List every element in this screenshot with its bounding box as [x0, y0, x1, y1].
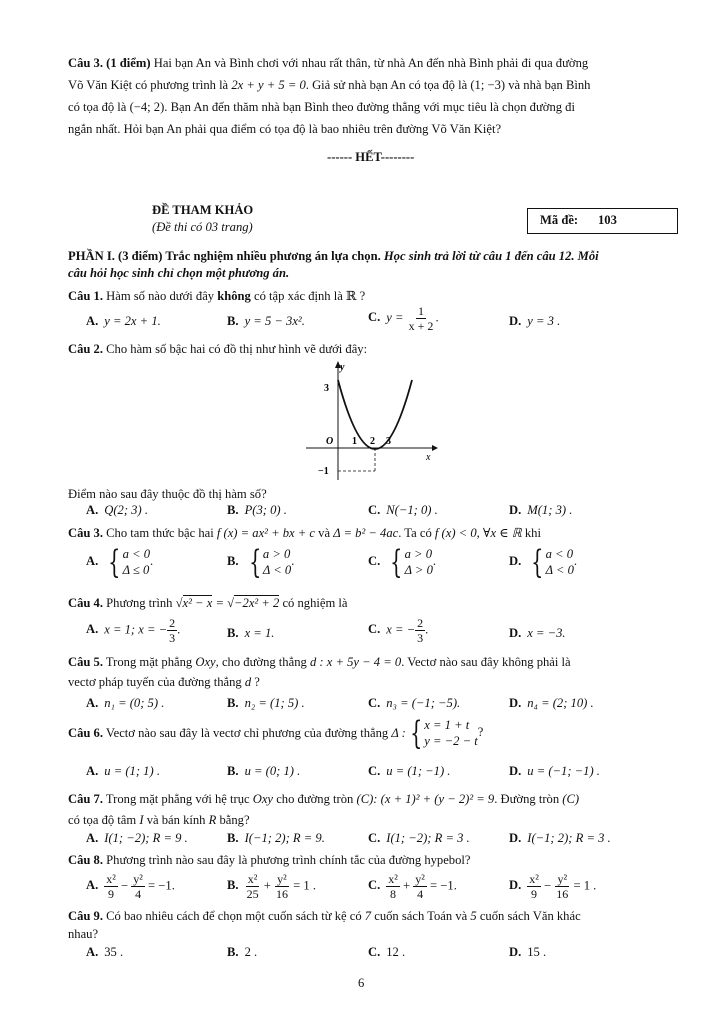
- q6-option-a[interactable]: A. u = (1; 1) .: [86, 764, 160, 778]
- page-number: 6: [358, 976, 365, 990]
- q5-option-c[interactable]: C. n₃ = (−1; −5).: [368, 696, 461, 710]
- q6-option-b[interactable]: B. u = (0; 1) .: [227, 764, 301, 778]
- q4-stem: Câu 4. Phương trình √x² − x = √−2x² + 2 có nghiệm là: [68, 596, 348, 610]
- q4-option-b[interactable]: B. x = 1.: [227, 626, 275, 640]
- q1-option-d[interactable]: D. y = 3 .: [509, 314, 561, 328]
- q4-option-c[interactable]: C. x = − $\frac{2}{3}$ .: [368, 616, 429, 645]
- q7-stem: Câu 7. Trong mặt phẳng với hệ trục Oxy cho đường tròn (C): (x + 1)² + (y − 2)² = 9. Đường tròn (C) có tọa độ tâm I và bán kính R bằng?: [68, 792, 580, 827]
- q6-option-d[interactable]: D. u = (−1; −1) .: [509, 764, 600, 778]
- q5-option-a[interactable]: A. n₁ = (0; 5) .: [86, 696, 165, 710]
- y-axis-label: y: [340, 362, 345, 373]
- q8-stem: Câu 8. Phương trình nào sau đây là phương trình chính tắc của đường hypebol?: [68, 853, 471, 867]
- tick-y-minus1: −1: [318, 466, 329, 477]
- q5-stem: Câu 5. Trong mặt phẳng Oxy, cho đường thẳng d : x + 5y − 4 = 0. Vectơ nào sau đây không phải là vectơ pháp tuyến của đường thẳng d ?: [68, 655, 571, 689]
- q8-option-b[interactable]: B. $\frac{\text{x²}}{25}$ + $\frac{\text{y²}}{16}$ = 1 .: [227, 872, 316, 901]
- q5-option-b[interactable]: B. n₂ = (1; 5) .: [227, 696, 305, 710]
- q7-option-d[interactable]: D. I(−1; 2); R = 3 .: [509, 831, 611, 845]
- q9-option-a[interactable]: A. 35 .: [86, 945, 124, 959]
- exam-title: ĐỀ THAM KHẢO: [152, 203, 254, 217]
- q3-option-b[interactable]: B. { a > 0 Δ < 0 .: [227, 543, 295, 581]
- q2-option-a[interactable]: A. Q(2; 3) .: [86, 503, 148, 517]
- q7-option-b[interactable]: B. I(−1; 2); R = 9.: [227, 831, 325, 845]
- q8-option-c[interactable]: C. $\frac{\text{x²}}{8}$ + $\frac{\text{y²}}{4}$ = −1.: [368, 872, 457, 901]
- q8-option-a[interactable]: A. $\frac{\text{x²}}{9}$ − $\frac{\text{y²}}{4}$ = −1.: [86, 872, 175, 901]
- q3-option-c[interactable]: C. { a > 0 Δ > 0 .: [368, 543, 437, 581]
- q4-option-d[interactable]: D. x = −3.: [509, 626, 566, 640]
- q6-option-c[interactable]: C. u = (1; −1) .: [368, 764, 451, 778]
- q3-option-d[interactable]: D. { a < 0 Δ < 0 .: [509, 543, 578, 581]
- tick-y3: 3: [324, 383, 329, 394]
- q3-option-a[interactable]: A. { a < 0 Δ ≤ 0 .: [86, 543, 154, 581]
- q9-option-d[interactable]: D. 15 .: [509, 945, 547, 959]
- exam-code-value: 103: [598, 213, 617, 227]
- exam-subtitle: (Đề thi có 03 trang): [152, 220, 253, 234]
- q5-option-d[interactable]: D. n₄ = (2; 10) .: [509, 696, 594, 710]
- q1-stem: Câu 1. Hàm số nào dưới đây không có tập xác định là ℝ ?: [68, 289, 366, 303]
- q9-option-b[interactable]: B. 2 .: [227, 945, 258, 959]
- q2-question: Điểm nào sau đây thuộc đồ thị hàm số?: [68, 487, 267, 501]
- q3-top-paragraph: Câu 3. (1 điểm) Hai bạn An và Bình chơi với nhau rất thân, từ nhà An đến nhà Bình phải đi qua đường Võ Văn Kiệt có phương trình là 2x + y + 5 = 0. Giả sử nhà bạn An có tọa độ là (1; −3) và nhà bạn Bình có tọa độ là (−4; 2). Bạn An đến thăm nhà bạn Bình theo đường thẳng với mục tiêu là chọn đường đi ngắn nhất. Hỏi bạn An phải qua điểm có tọa độ là bao nhiêu trên đường Võ Văn Kiệt?: [68, 56, 591, 136]
- q9-stem: Câu 9. Có bao nhiêu cách để chọn một cuốn sách từ kệ có 7 cuốn sách Toán và 5 cuốn sách Văn khác nhau?: [68, 909, 581, 941]
- q3-stem: Câu 3. Cho tam thức bậc hai f (x) = ax² + bx + c và Δ = b² − 4ac. Ta có f (x) < 0, ∀x ∈ ℝ khi: [68, 526, 541, 540]
- tick-x2: 2: [370, 436, 375, 447]
- origin-label: O: [326, 436, 334, 447]
- x-axis-arrow: [432, 445, 438, 451]
- q2-option-d[interactable]: D. M(1; 3) .: [509, 503, 573, 517]
- q1-option-b[interactable]: B. y = 5 − 3x².: [227, 314, 305, 328]
- exam-code-box: [527, 208, 678, 234]
- exam-code-label: Mã đề:: [540, 213, 579, 227]
- x-axis-label: x: [426, 452, 431, 463]
- q7-option-c[interactable]: C. I(1; −2); R = 3 .: [368, 831, 470, 845]
- end-mark: ------ HẾT--------: [327, 150, 415, 164]
- q1-option-c[interactable]: C. y = $\frac{1}{x + 2}$ .: [368, 304, 439, 333]
- q1-option-a[interactable]: A. y = 2x + 1.: [86, 314, 161, 328]
- parabola-curve: [338, 380, 412, 449]
- tick-x3: 3: [386, 436, 391, 447]
- q9-option-c[interactable]: C. 12 .: [368, 945, 406, 959]
- q2-stem: Câu 2. Cho hàm số bậc hai có đồ thị như hình vẽ dưới đây:: [68, 342, 368, 356]
- q6-stem: Câu 6. Vectơ nào sau đây là vectơ chỉ phương của đường thẳng Δ : { x = 1 + t y = −2 − t ?: [68, 714, 484, 752]
- parabola-graph: [300, 358, 440, 484]
- q7-option-a[interactable]: A. I(1; −2); R = 9 .: [86, 831, 188, 845]
- q4-option-a[interactable]: A. x = 1; x = − $\frac{2}{3}$ .: [86, 616, 181, 645]
- tick-x1: 1: [352, 436, 357, 447]
- q2-option-c[interactable]: C. N(−1; 0) .: [368, 503, 438, 517]
- q2-option-b[interactable]: B. P(3; 0) .: [227, 503, 287, 517]
- part1-heading: PHẦN I. (3 điểm) Trắc nghiệm nhiều phương án lựa chọn. Học sinh trả lời từ câu 1 đến câu 12. Mỗi câu hỏi học sinh chỉ chọn một phương án.: [68, 249, 599, 280]
- q8-option-d[interactable]: D. $\frac{\text{x²}}{9}$ − $\frac{\text{y²}}{16}$ = 1 .: [509, 872, 597, 901]
